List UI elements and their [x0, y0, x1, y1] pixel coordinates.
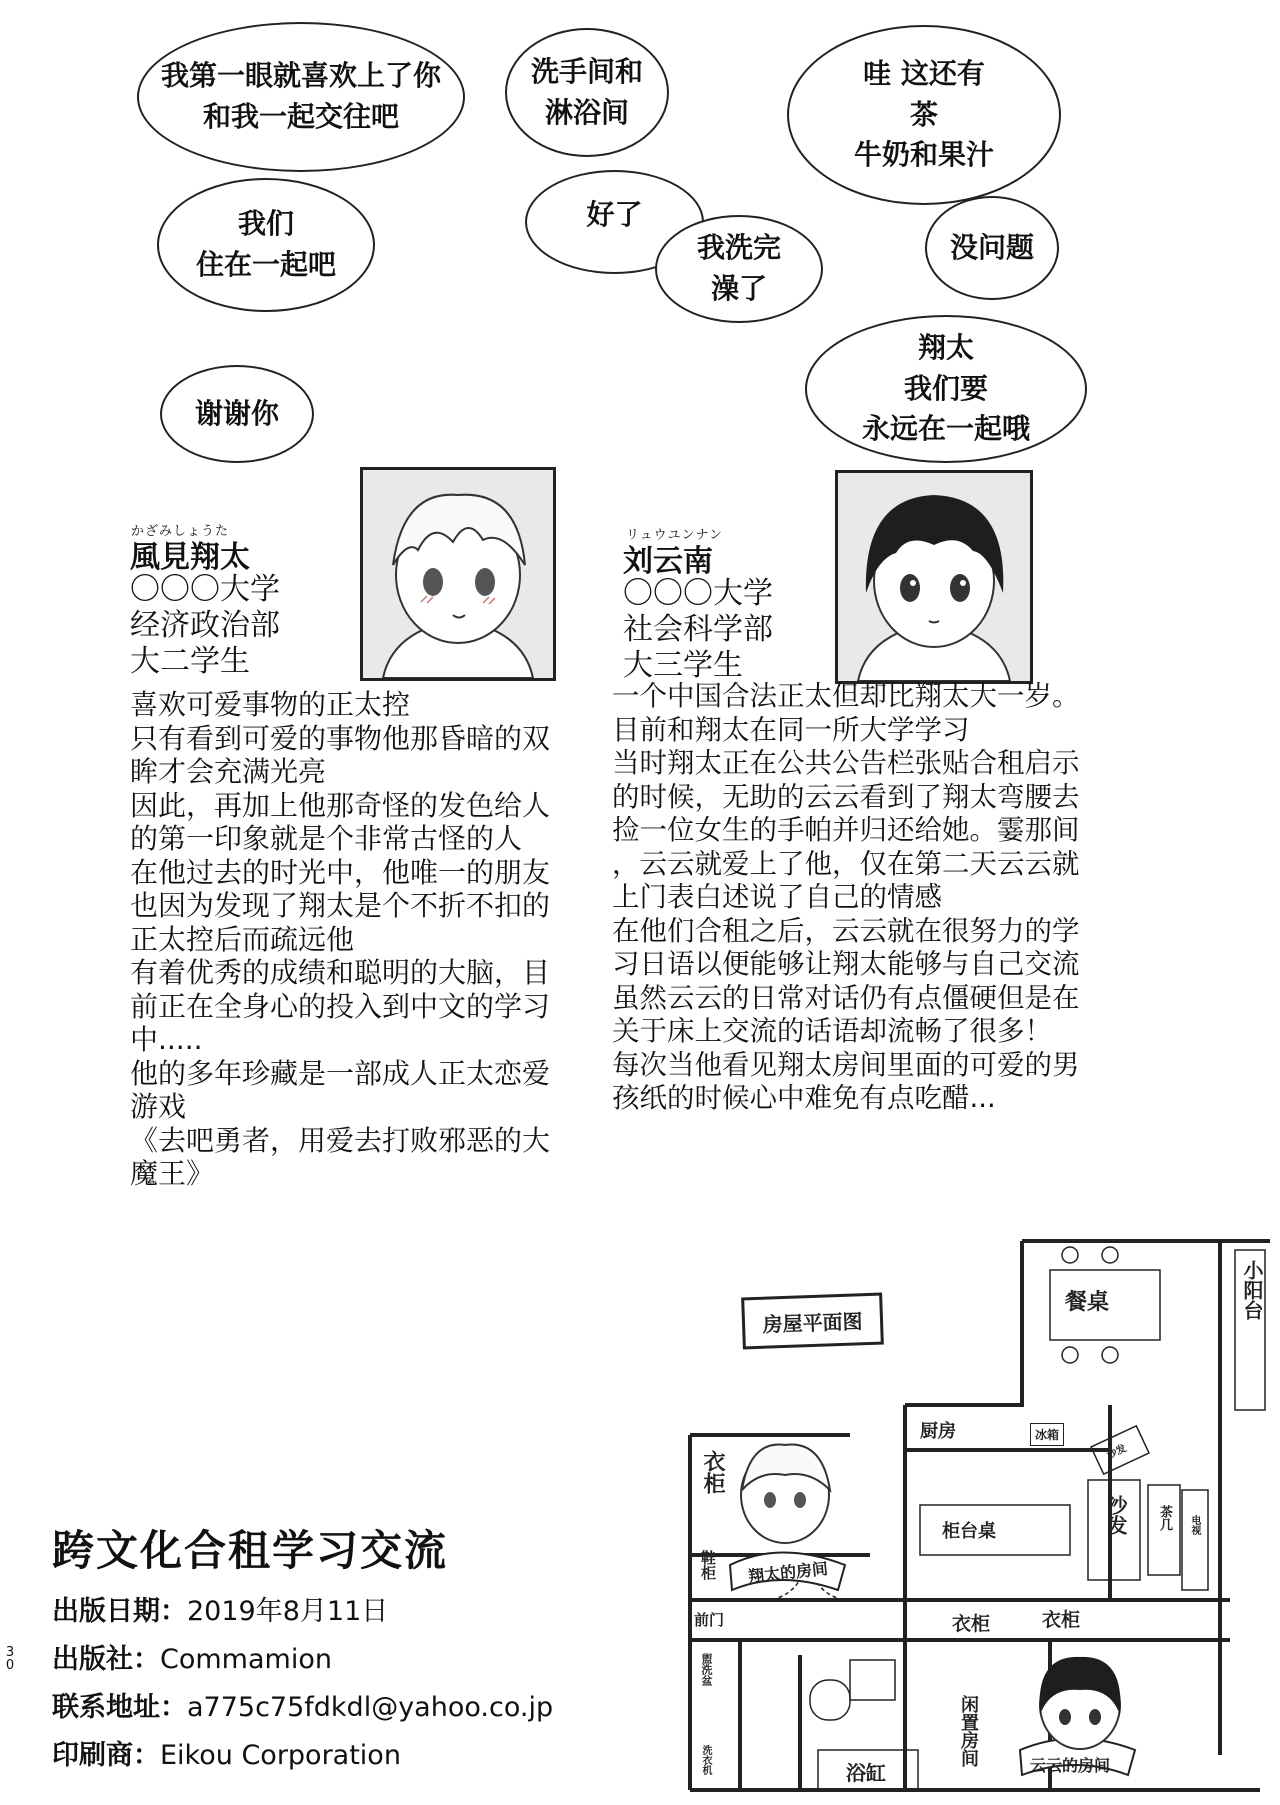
description-line: 捡一位女生的手帕并归还给她。霎那间: [612, 814, 1080, 846]
yunnan-year: 大三学生: [623, 648, 743, 683]
bubble-line: 翔太: [917, 331, 974, 365]
yunnan-university: 〇〇〇大学: [623, 576, 773, 611]
description-line: 的时候，无助的云云看到了翔太弯腰去: [612, 780, 1080, 813]
yunyun-room-label: 云云的房间: [1030, 1756, 1111, 1775]
bubble-line: 我们: [237, 207, 294, 241]
description-line: 上门表白述说了自己的情感: [612, 881, 942, 913]
colophon-value: a775c75fdkdl@yahoo.co.jp: [187, 1692, 554, 1723]
colophon-row-contact: [52, 1684, 553, 1732]
wardrobe-mid-label: 衣柜: [952, 1613, 991, 1635]
colophon-label: 出版社：: [52, 1644, 160, 1675]
tv-label: 电视: [1189, 1515, 1200, 1535]
yunnan-name: 刘云南: [623, 544, 713, 579]
washer-label: 洗衣机: [700, 1745, 711, 1775]
kitchen-label: 厨房: [920, 1421, 956, 1442]
description-line: 他的多年珍藏是一部成人正太恋爱: [130, 1056, 551, 1090]
shota-name: 風見翔太: [130, 540, 250, 575]
floor-plan: [670, 1235, 1270, 1795]
page-number-digit: 0: [5, 1658, 15, 1673]
colophon: [52, 1588, 553, 1780]
description-line: 魔王》: [130, 1157, 215, 1190]
bubble-line: 住在一起吧: [195, 248, 336, 281]
bathtub-label: 浴缸: [846, 1761, 886, 1785]
yunnan-info: [623, 576, 773, 684]
description-line: 只有看到可爱的事物他那昏暗的双: [130, 721, 551, 755]
yunnan-description: [612, 680, 1080, 1116]
description-line: 虽然云云的日常对话仍有点僵硬但是在: [612, 981, 1080, 1014]
bubble-line: 没问题: [949, 230, 1034, 264]
description-line: 也因为发现了翔太是个不折不扣的: [130, 889, 551, 922]
description-line: 中.....: [130, 1023, 203, 1056]
bubble-line: 和我一起交往吧: [202, 100, 399, 133]
washbasin-label: 盥洗盆: [700, 1653, 713, 1686]
speech-bubble-thanks: [160, 365, 314, 463]
colophon-label: 出版日期：: [52, 1596, 187, 1627]
counter-label: 柜台桌: [942, 1521, 996, 1542]
book-title: 跨文化合租学习交流: [52, 1526, 449, 1575]
description-line: 一个中国合法正太但却比翔太大一岁。: [612, 680, 1080, 712]
bubble-line: 永远在一起哦: [861, 412, 1030, 446]
shota-year: 大二学生: [130, 644, 250, 679]
bubble-line: 淋浴间: [544, 95, 629, 129]
description-line: 游戏: [130, 1090, 187, 1123]
colophon-value: Commamion: [160, 1644, 332, 1675]
page-number: [5, 1646, 15, 1672]
bubble-line: 澡了: [710, 272, 767, 305]
front-door-label: 前门: [694, 1611, 725, 1629]
spare-room-label: 闲置房间: [958, 1695, 979, 1767]
speech-bubble-bath: [655, 215, 823, 323]
page-number-digit: 3: [5, 1645, 15, 1660]
description-line: 当时翔太正在公共公告栏张贴合租启示: [612, 747, 1080, 779]
bubble-line: 洗手间和: [530, 54, 643, 88]
speech-bubble-forever: [805, 315, 1087, 463]
tea-table-label: 茶几: [1157, 1505, 1172, 1531]
description-line: 在他过去的时光中，他唯一的朋友: [130, 855, 551, 889]
colophon-value: Eikou Corporation: [160, 1740, 401, 1771]
bubble-line: 我第一眼就喜欢上了你: [160, 59, 441, 93]
colophon-row-publisher: [52, 1636, 553, 1684]
bubble-line: 牛奶和果汁: [853, 138, 994, 172]
wardrobe-right-label: 衣柜: [1042, 1609, 1081, 1631]
wardrobe-left-label: 衣柜: [700, 1450, 726, 1494]
description-line: 每次当他看见翔太房间里面的可爱的男: [612, 1048, 1080, 1081]
description-line: 习日语以便能够让翔太能够与自己交流: [612, 948, 1080, 980]
colophon-label: 联系地址：: [52, 1692, 187, 1723]
description-line: 眸才会充满光亮: [130, 755, 327, 788]
bubble-line: 茶: [909, 97, 938, 131]
bubble-line: 哇 这还有: [863, 57, 985, 91]
shota-portrait: [360, 467, 556, 681]
colophon-value: 2019年8月11日: [187, 1596, 389, 1627]
bubble-line: 我们要: [903, 371, 988, 405]
description-line: 前正在全身心的投入到中文的学习: [130, 989, 551, 1023]
yunnan-portrait: [835, 470, 1033, 684]
shota-university: 〇〇〇大学: [130, 572, 280, 607]
yunnan-faculty: 社会科学部: [623, 612, 773, 647]
description-line: 孩纸的时候心中难免有点吃醋...: [612, 1082, 996, 1114]
description-line: 关于床上交流的话语却流畅了很多！: [612, 1015, 1052, 1047]
speech-bubble-love: [137, 22, 465, 172]
colophon-label: 印刷商：: [52, 1740, 160, 1771]
shoe-cabinet-label: 鞋柜: [699, 1550, 717, 1580]
bubble-line: 我洗完: [696, 231, 781, 265]
bubble-line: 好了: [586, 197, 643, 231]
description-line: 有着优秀的成绩和聪明的大脑，目: [130, 956, 551, 989]
colophon-row-date: [52, 1588, 553, 1636]
colophon-row-printer: [52, 1732, 553, 1780]
yunnan-portrait-drawing: [838, 473, 1030, 681]
shota-description: [130, 688, 550, 1191]
shota-room-label: 翔太的房间: [747, 1558, 829, 1587]
description-line: 《去吧勇者，用爱去打败邪恶的大: [130, 1123, 551, 1157]
balcony-label: 小阳台: [1240, 1260, 1264, 1320]
shota-portrait-drawing: [363, 470, 553, 678]
description-line: 因此，再加上他那奇怪的发色给人: [130, 788, 551, 822]
shota-name-ruby: かざみしょうた: [131, 524, 230, 539]
sofa-small-label: 沙发: [1105, 1443, 1129, 1462]
shota-info: [130, 572, 280, 680]
speech-bubble-washroom: [505, 28, 669, 157]
sofa-label: 沙发: [1104, 1495, 1128, 1535]
description-line: 在他们合租之后，云云就在很努力的学: [612, 914, 1080, 947]
shota-faculty: 经济政治部: [130, 608, 280, 643]
fridge-label: 冰箱: [1030, 1423, 1064, 1446]
description-line: 喜欢可爱事物的正太控: [130, 688, 411, 721]
speech-bubble-no-problem: [925, 196, 1059, 300]
description-line: ，云云就爱上了他，仅在第二天云云就: [612, 847, 1080, 880]
description-line: 目前和翔太在同一所大学学习: [612, 713, 970, 746]
speech-bubble-drinks: [787, 25, 1061, 205]
speech-bubble-live-together: [157, 178, 375, 312]
floor-plan-title: 房屋平面图: [741, 1293, 884, 1350]
dining-table-label: 餐桌: [1065, 1289, 1110, 1315]
bubble-line: 谢谢你: [194, 396, 279, 430]
description-line: 的第一印象就是个非常古怪的人: [130, 822, 523, 855]
yunnan-name-ruby: リュウユンナン: [626, 528, 723, 543]
description-line: 正太控后而疏远他: [130, 922, 355, 956]
